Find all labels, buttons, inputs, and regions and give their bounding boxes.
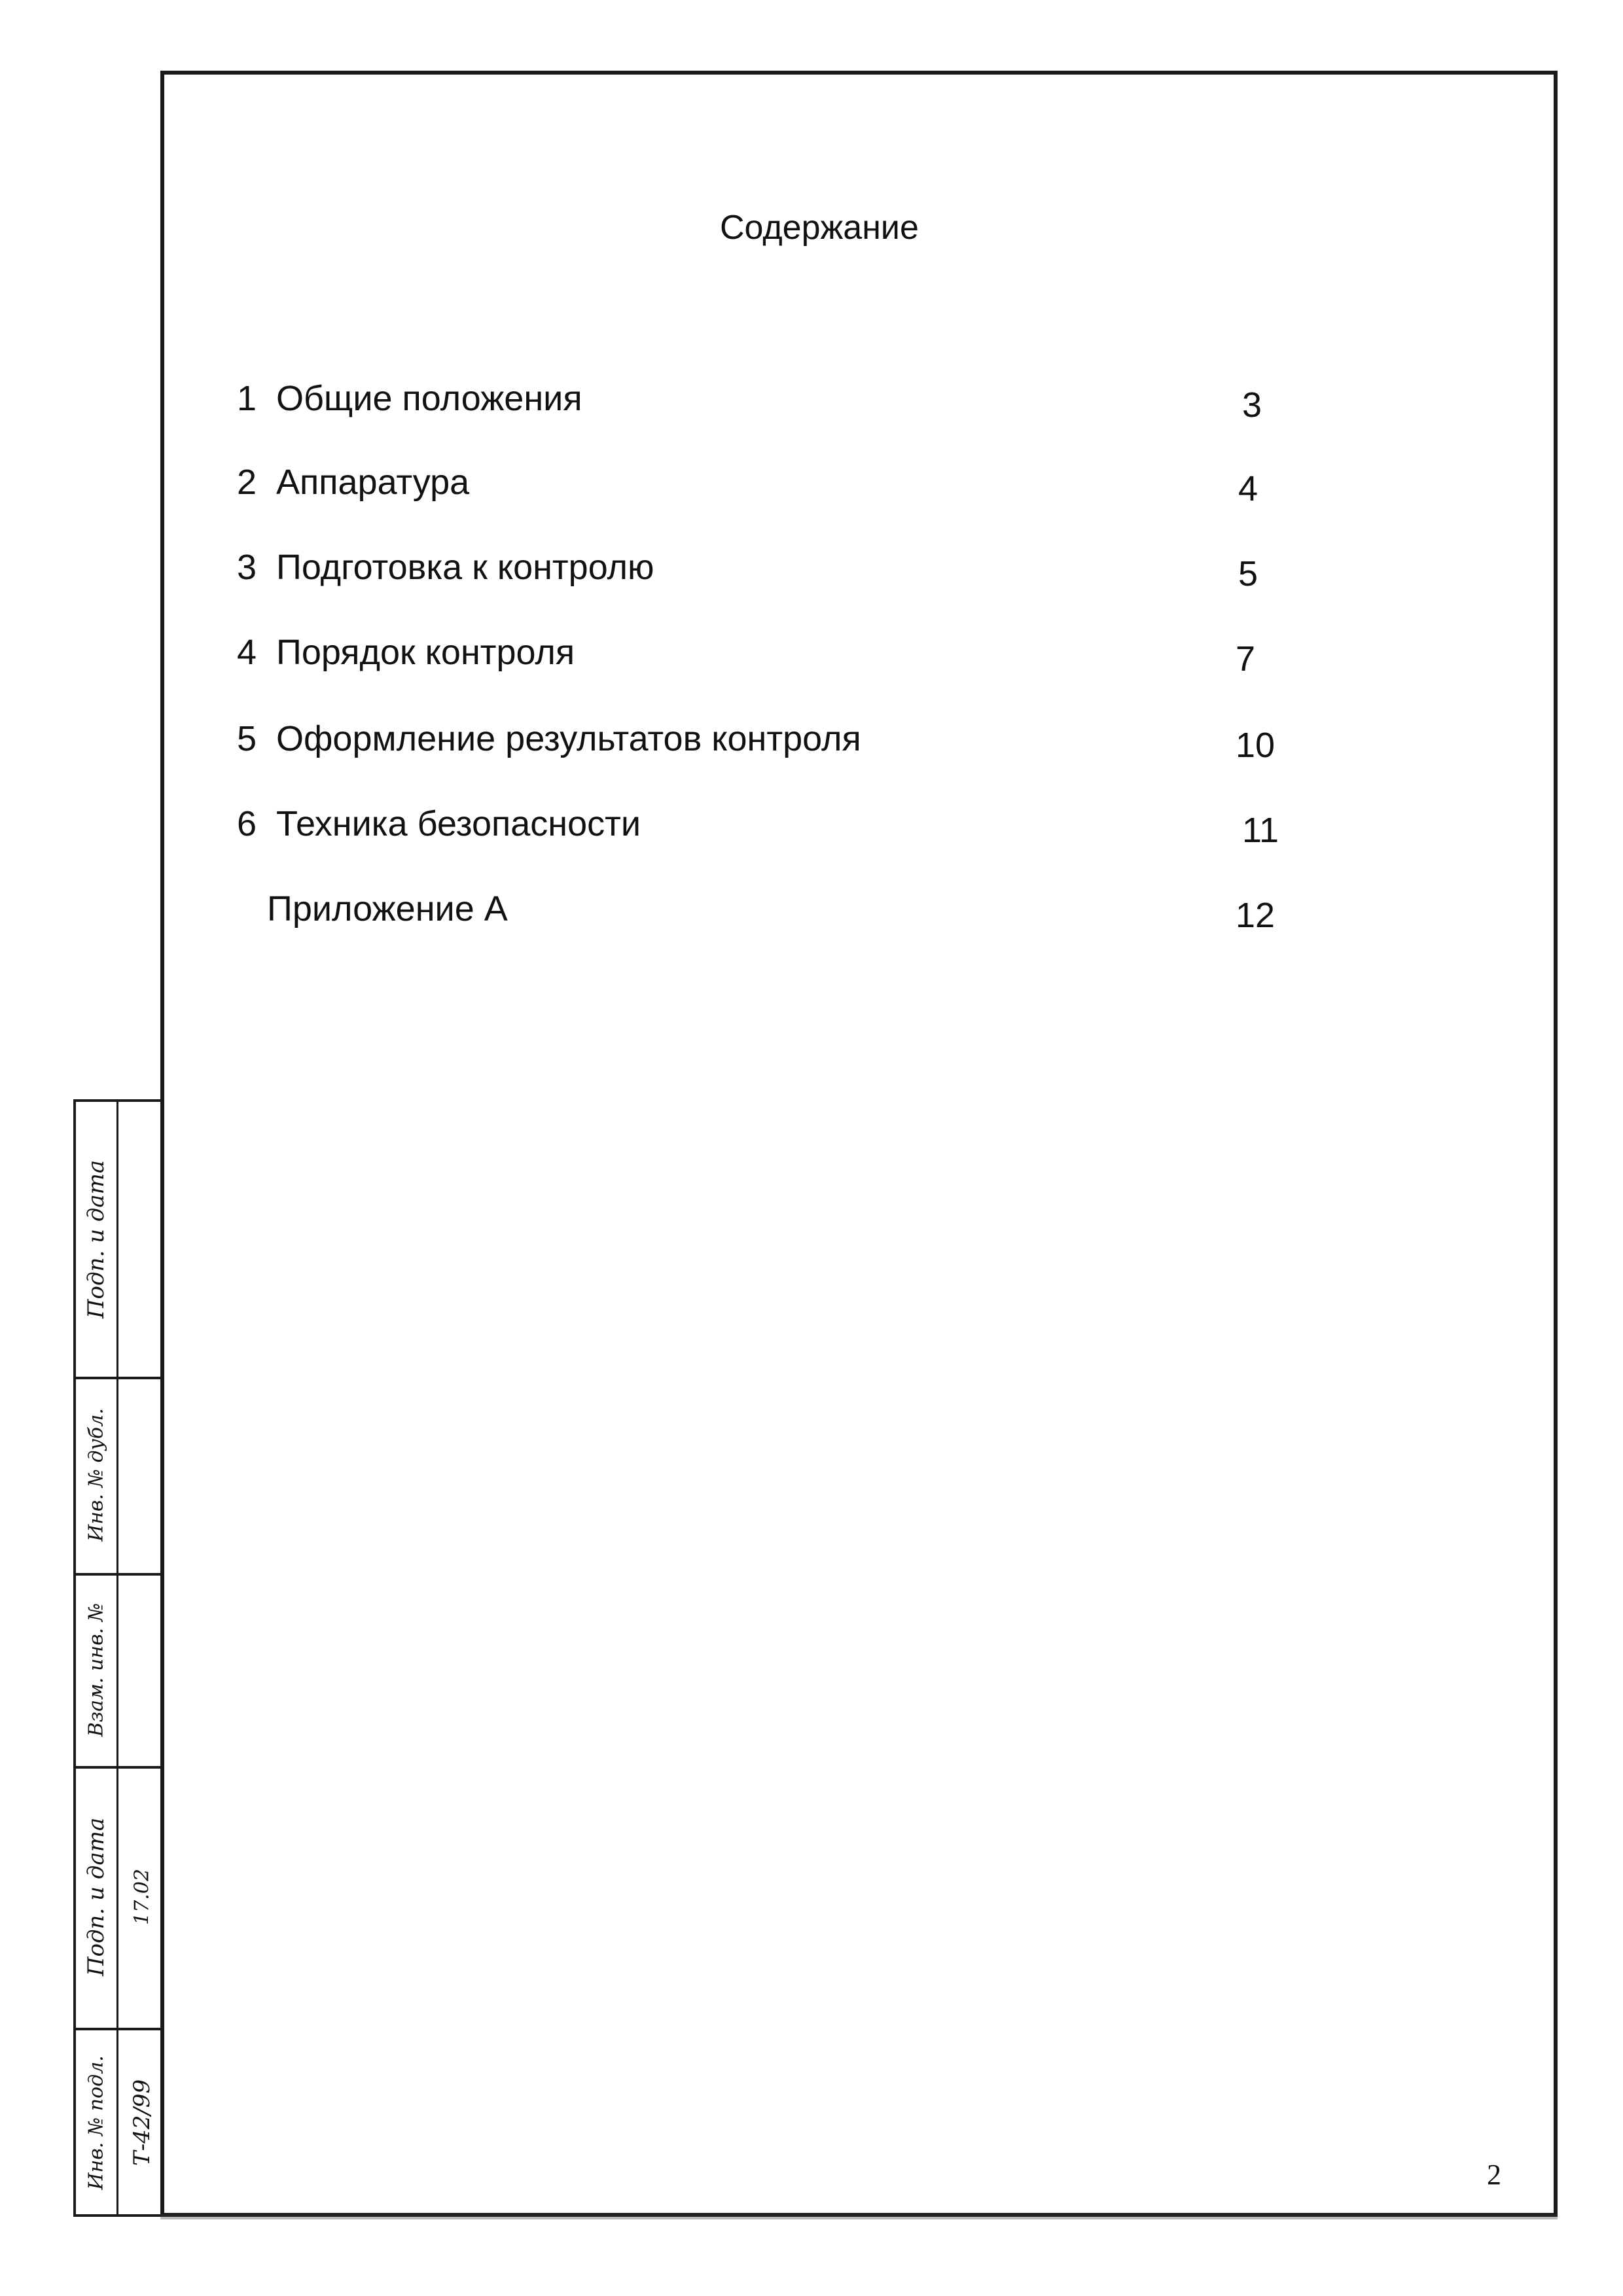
stamp-field-value	[116, 1102, 167, 1377]
stamp-field-value	[116, 1766, 167, 2028]
toc-entry-1[interactable]	[0, 378, 1623, 437]
toc-entry-label: Подготовка к контролю	[276, 548, 654, 587]
stamp-field-value	[116, 1377, 167, 1573]
stamp-label-signature-date: Подп. и дата	[83, 1817, 109, 1977]
toc-entry-number: 1	[237, 379, 257, 418]
toc-entry-number: 5	[237, 719, 257, 758]
stamp-field-label	[76, 1573, 116, 1766]
stamp-field-value	[116, 1573, 167, 1766]
toc-entry-page: 10	[1236, 726, 1275, 765]
toc-entry-page: 3	[1242, 385, 1262, 425]
toc-entry-label: Приложение А	[267, 889, 508, 928]
stamp-field-value	[116, 2028, 167, 2217]
stamp-value-date: 17.02	[130, 1869, 153, 1925]
toc-entry-page: 7	[1236, 639, 1256, 679]
toc-entry-number: 4	[237, 633, 257, 672]
scan-edge-shadow	[160, 2214, 1558, 2219]
toc-entry-number: 6	[237, 804, 257, 843]
stamp-label-replacement-inv: Взам. инв. №	[84, 1602, 108, 1737]
stamp-value-inv-number: Т-42/99	[128, 2079, 155, 2166]
toc-entry-4[interactable]	[0, 632, 1623, 691]
toc-entry-page: 11	[1242, 811, 1279, 850]
margin-stamp	[73, 1099, 164, 2217]
toc-entry-label: Порядок контроля	[276, 633, 575, 672]
stamp-field-label	[76, 2028, 116, 2217]
toc-entry-page: 12	[1236, 896, 1275, 935]
toc-entry-page: 5	[1238, 554, 1258, 593]
stamp-field-label	[76, 1766, 116, 2028]
toc-entry-label: Техника безопасности	[276, 804, 641, 843]
toc-entry-label: Оформление результатов контроля	[276, 719, 861, 758]
toc-entry-page: 4	[1238, 469, 1258, 508]
toc-entry-number: 2	[237, 463, 257, 502]
page-title: Содержание	[720, 209, 919, 247]
toc-entry-3[interactable]	[0, 547, 1623, 606]
stamp-field-label	[76, 1377, 116, 1573]
toc-entry-number: 3	[237, 548, 257, 587]
toc-entry-2[interactable]	[0, 462, 1623, 521]
stamp-label-duplicate-inv: Инв. № дубл.	[84, 1408, 108, 1542]
stamp-label-original-inv: Инв. № подл.	[84, 2055, 108, 2190]
toc-entry-label: Аппаратура	[276, 463, 470, 502]
toc-entry-label: Общие положения	[276, 379, 582, 418]
page-number: 2	[1487, 2159, 1501, 2191]
stamp-field-label	[76, 1102, 116, 1377]
toc-entry-6[interactable]	[0, 804, 1623, 862]
stamp-label-signature-date-top: Подп. и дата	[83, 1159, 109, 1319]
toc-entry-5[interactable]	[0, 718, 1623, 777]
toc-entry-appendix[interactable]	[0, 889, 1623, 947]
